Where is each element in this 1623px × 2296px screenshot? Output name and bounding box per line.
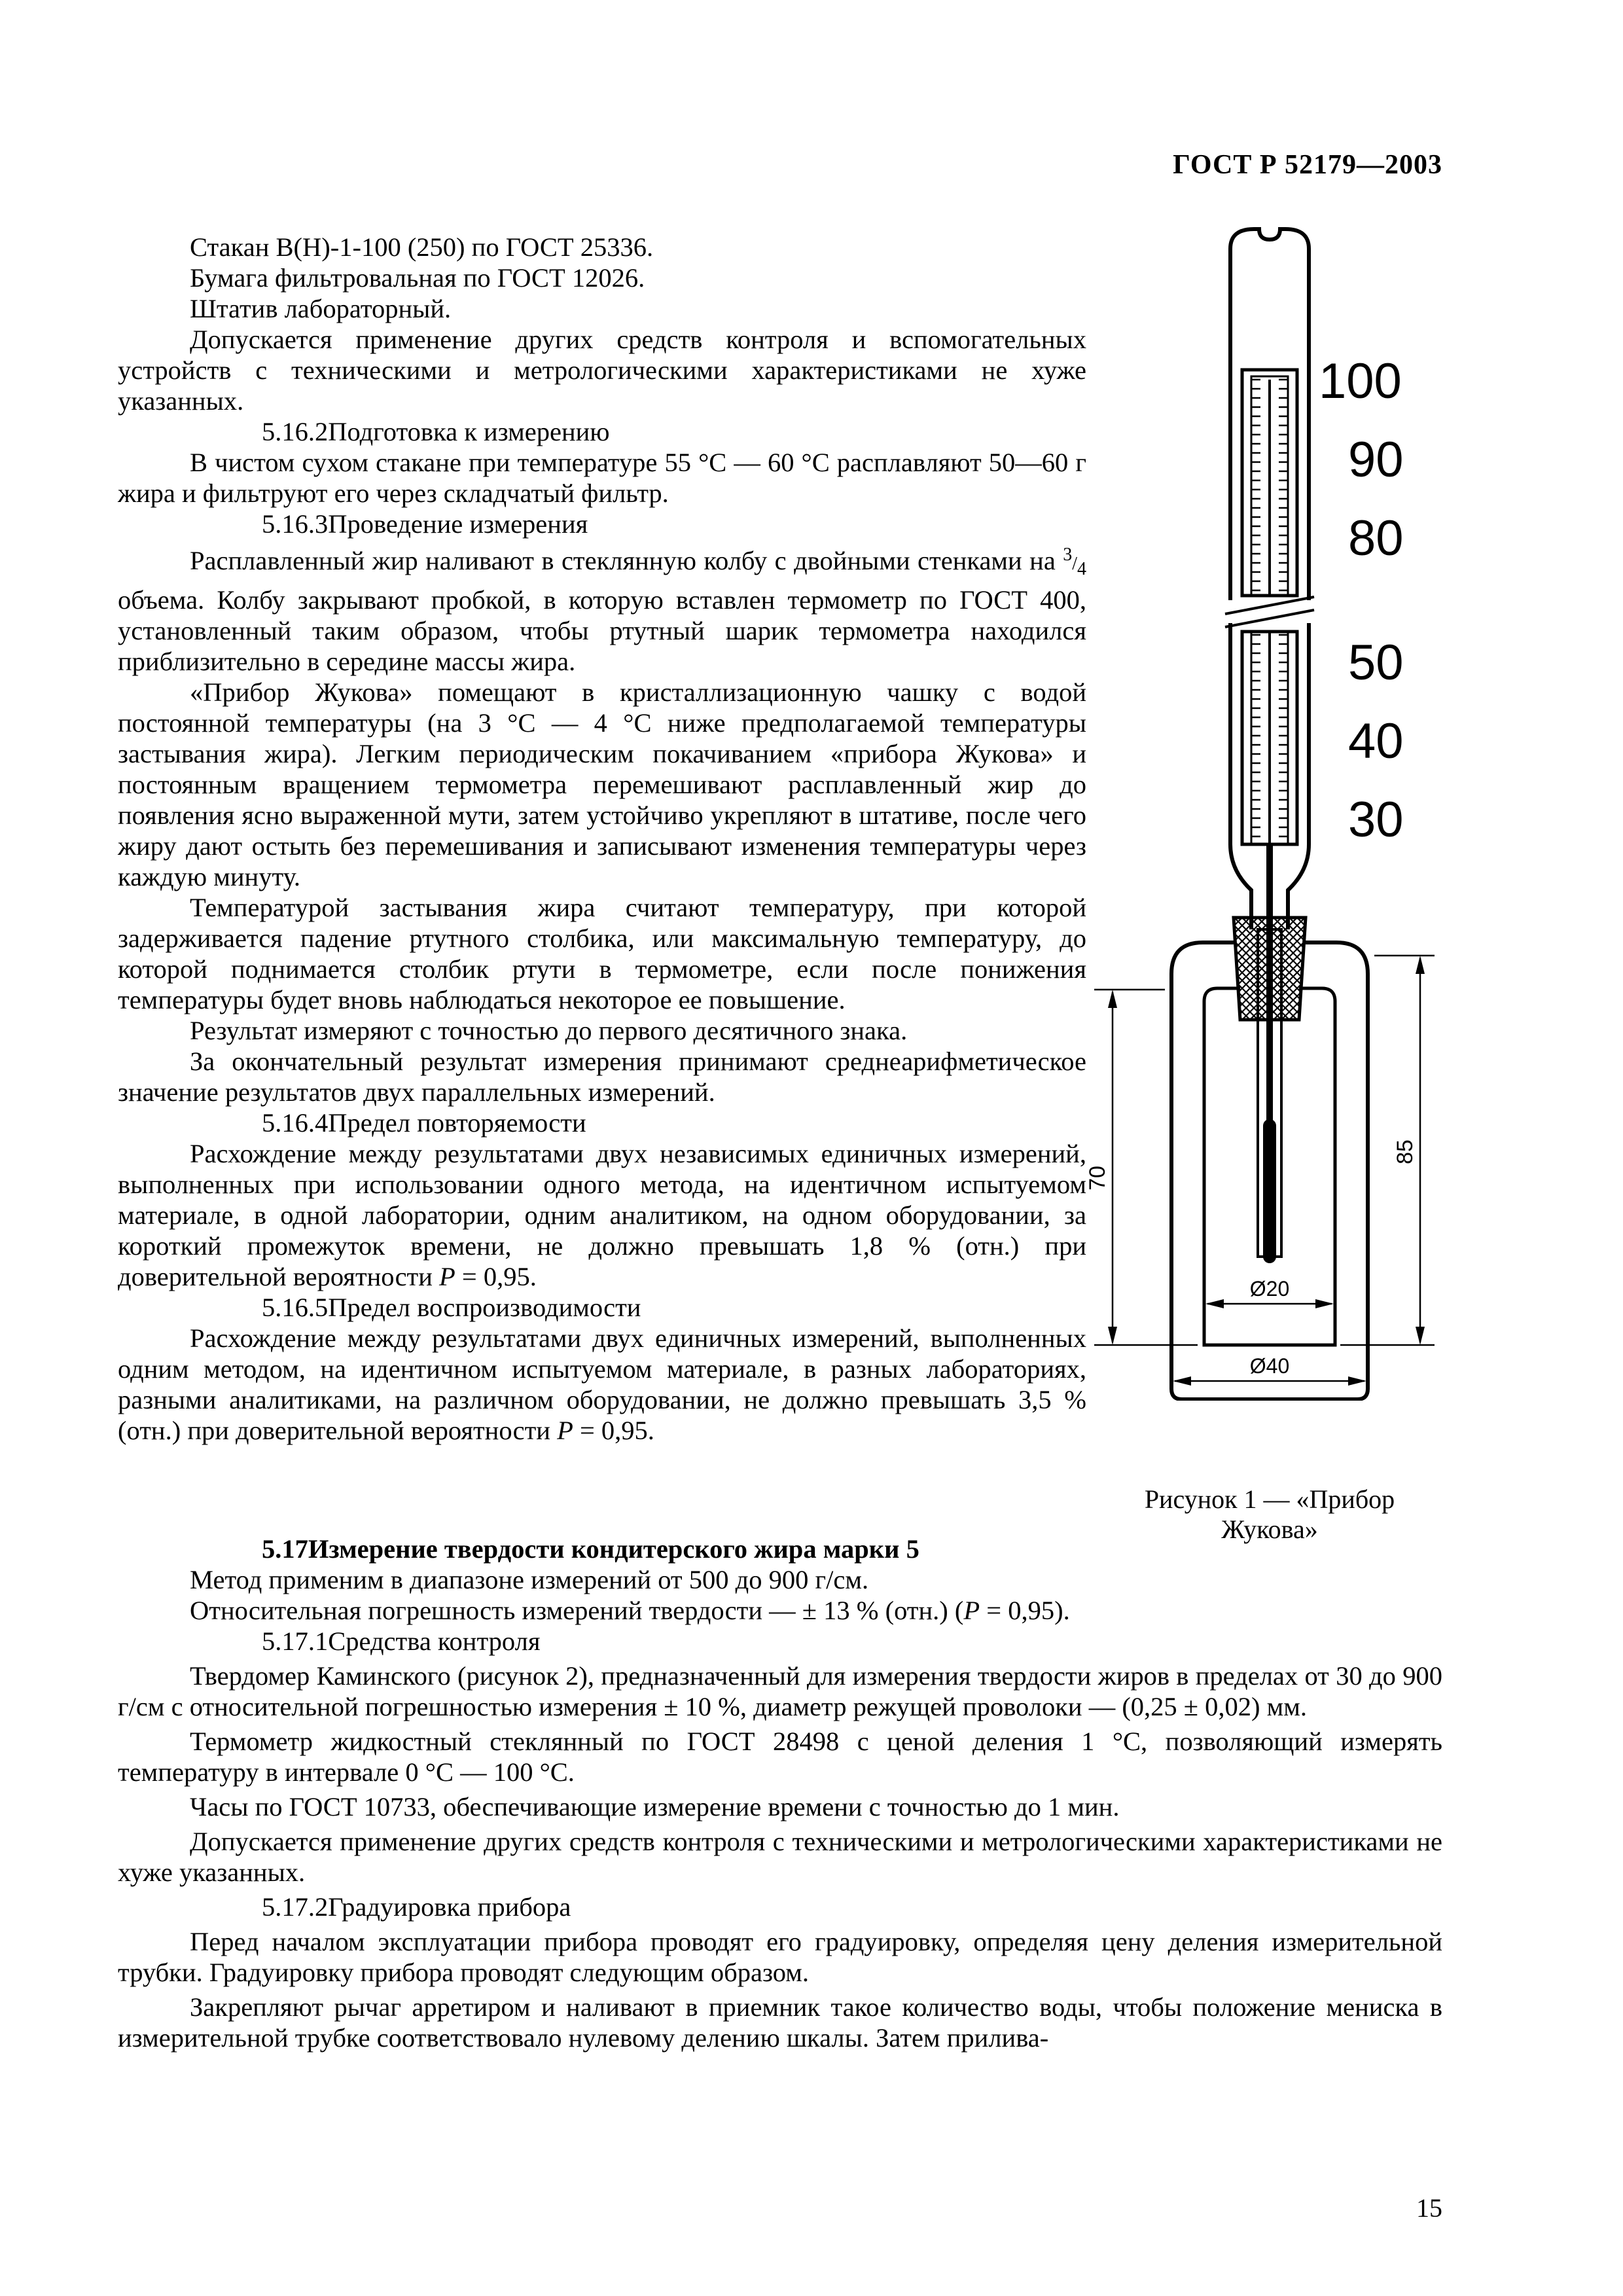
- section-number: 5.16.4: [262, 1108, 329, 1138]
- left-column: [118, 232, 1086, 1446]
- paragraph: [118, 539, 1086, 677]
- text-run: Расхождение между результатами двух единичных измерений, выполненных одним методом, на идентичном испытуемом материале, в разных лабораториях, разными аналитиками, на различном оборудовании, не должно превышать 3,5 % (отн.) при доверительной вероятности: [118, 1323, 1086, 1445]
- scale-label-90: 90: [1348, 432, 1404, 488]
- text-run: = 0,95.: [579, 1416, 654, 1445]
- dimension-85: 85: [1393, 1139, 1418, 1164]
- dimension-diameter-20: Ø20: [1249, 1277, 1290, 1300]
- fraction-denominator: 4: [1077, 559, 1087, 579]
- text-run: Расхождение между результатами двух независимых единичных измерений, выполненных при использовании одного метода, на идентичном испытуемом материале, в одной лаборатории, одним аналитиком, на одном оборудовании, за короткий промежуток времени, не должно превышать 1,8 % (отн.) при доверительной вероятности: [118, 1139, 1086, 1291]
- section-number: 5.16.5: [262, 1293, 329, 1322]
- paragraph: [118, 1595, 1442, 1626]
- section-number: 5.17: [262, 1534, 308, 1564]
- section-heading-5-16-4: [118, 1107, 1086, 1138]
- equipment-item: Штатив лабораторный.: [190, 294, 452, 323]
- text-run: = 0,95).: [986, 1596, 1070, 1625]
- section-number: 5.16.3: [262, 509, 329, 539]
- full-width-section: [118, 1534, 1442, 2053]
- section-number: 5.17.2: [262, 1892, 329, 1922]
- paragraph: За окончательный результат измерения принимают среднеарифметическое значение результатов двух параллельных измерений.: [118, 1047, 1086, 1107]
- section-heading-5-16-2: [118, 416, 1086, 447]
- section-title: Предел воспроизводимости: [328, 1293, 641, 1322]
- section-title: Предел повторяемости: [328, 1108, 586, 1138]
- paragraph: «Прибор Жукова» помещают в кристаллизационную чашку с водой постоянной температуры (на 3 °С — 4 °С ниже предполагаемой температуры застывания жира). Легким периодическим покачиванием «прибора Жукова» и постоянным вращением термометра перемешивают расплавленный жир до появления ясно выраженной мути, затем устойчиво укрепляют в штативе, после чего жиру дают остыть без перемешивания и записывают изменения температуры через каждую минуту.: [118, 677, 1086, 891]
- text-run: = 0,95.: [461, 1262, 537, 1291]
- section-heading-5-17-1: [118, 1626, 1442, 1657]
- paragraph: Температурой застывания жира считают температуру, при которой задерживается падение ртутного столбика, или максимальную температуру, до которой поднимается столбик ртути в термометре, если после понижения температуры будет вновь наблюдаться некоторое ее повышение.: [118, 893, 1086, 1014]
- paragraph: [118, 1138, 1086, 1292]
- figure-caption: Рисунок 1 — «Прибор Жукова»: [1144, 1484, 1395, 1544]
- equipment-item: Бумага фильтровальная по ГОСТ 12026.: [190, 263, 645, 293]
- paragraph: Перед началом эксплуатации прибора проводят его градуировку, определяя цену деления измерительной трубки. Градуировку прибора проводят следующим образом.: [118, 1927, 1442, 1987]
- section-title: Измерение твердости кондитерского жира марки 5: [308, 1534, 919, 1564]
- scale-label-100: 100: [1319, 353, 1402, 409]
- stopper: [1234, 918, 1306, 1020]
- section-heading-5-17-2: [118, 1892, 1442, 1922]
- paragraph: Часы по ГОСТ 10733, обеспечивающие измерение времени с точностью до 1 мин.: [190, 1792, 1120, 1821]
- figure-zhukov-apparatus: [1073, 223, 1479, 1401]
- paragraph: Закрепляют рычаг арретиром и наливают в приемник такое количество воды, чтобы положение мениска в измерительной трубке соответствовало нулевому делению шкалы. Затем прилива-: [118, 1992, 1442, 2053]
- probability-symbol: Р: [557, 1416, 573, 1445]
- paragraph: Результат измеряют с точностью до первого десятичного знака.: [190, 1016, 908, 1045]
- section-title: Проведение измерения: [328, 509, 588, 539]
- section-heading-5-16-5: [118, 1292, 1086, 1323]
- section-title: Подготовка к измерению: [328, 417, 610, 446]
- scale-label-30: 30: [1348, 792, 1404, 848]
- substitution-note: Допускается применение других средств контроля и вспомогательных устройств с техническими и метрологическими характеристиками не хуже указанных.: [118, 325, 1086, 416]
- fraction-numerator: 3: [1063, 545, 1073, 565]
- section-number: 5.17.1: [262, 1626, 329, 1656]
- text-run: Расплавленный жир наливают в стеклянную колбу с двойными стенками на: [190, 546, 1056, 575]
- paragraph: [118, 1323, 1086, 1446]
- text-run: Относительная погрешность измерений твердости — ± 13 % (отн.) (: [190, 1596, 964, 1625]
- text-run: объема. Колбу закрывают пробкой, в которую вставлен термометр по ГОСТ 400, установленный таким образом, чтобы ртутный шарик термометра находился приблизительно в середине массы жира.: [118, 585, 1086, 676]
- section-title: Средства контроля: [328, 1626, 541, 1656]
- paragraph: Термометр жидкостный стеклянный по ГОСТ 28498 с ценой деления 1 °С, позволяющий измерять температуру в интервале 0 °С — 100 °С.: [118, 1727, 1442, 1787]
- section-number: 5.16.2: [262, 417, 329, 446]
- section-heading-5-16-3: [118, 509, 1086, 539]
- zhukov-apparatus-drawing: [1073, 223, 1479, 1401]
- probability-symbol: Р: [439, 1262, 455, 1291]
- scale-label-40: 40: [1348, 713, 1404, 769]
- dimension-70: 70: [1085, 1166, 1110, 1191]
- fraction-slash: /: [1072, 554, 1078, 574]
- probability-symbol: Р: [963, 1596, 980, 1625]
- equipment-item: Стакан В(Н)-1-100 (250) по ГОСТ 25336.: [190, 232, 654, 262]
- paragraph: Допускается применение других средств контроля с техническими и метрологическими характеристиками не хуже указанных.: [118, 1827, 1442, 1887]
- scale-label-80: 80: [1348, 511, 1404, 566]
- page-header: ГОСТ Р 52179—2003: [1173, 150, 1442, 180]
- page-number: 15: [1416, 2193, 1442, 2223]
- paragraph: Твердомер Каминского (рисунок 2), предназначенный для измерения твердости жиров в пределах от 30 до 900 г/см с относительной погрешностью измерения ± 10 %, диаметр режущей проволоки — (0,25 ± 0,02) мм.: [118, 1661, 1442, 1721]
- paragraph: Метод применим в диапазоне измерений от 500 до 900 г/см.: [190, 1565, 869, 1594]
- scale-label-50: 50: [1348, 635, 1404, 691]
- paragraph: В чистом сухом стакане при температуре 55 °С — 60 °С расплавляют 50—60 г жира и фильтруют его через складчатый фильтр.: [118, 448, 1086, 508]
- dimension-diameter-40: Ø40: [1249, 1354, 1290, 1378]
- section-title: Градуировка прибора: [328, 1892, 571, 1922]
